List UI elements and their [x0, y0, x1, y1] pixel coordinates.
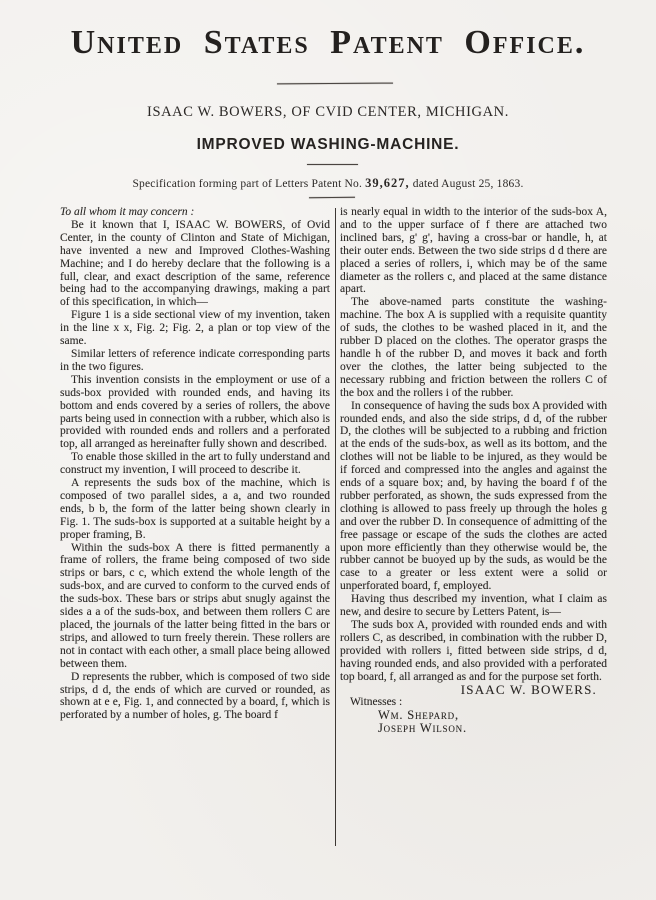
patentee-line: ISAAC W. BOWERS, OF CVID CENTER, MICHIGAN.	[147, 104, 509, 120]
column-divider	[335, 208, 336, 846]
specification-suffix: dated August 25, 1863.	[409, 178, 524, 190]
paragraph: The above-named parts constitute the washing-machine. The box A is supplied with a requisite quantity of suds, the clothes to be washed placed in it, and the rubber D placed on the clothes. The operator grasps the handle h of the rubber D, and moves it back and forth over the clothes, the latter being subjected to the necessary rubbing and friction between the rollers C of the box and the rollers i of the rubber.	[339, 296, 607, 399]
paragraph: The suds box A, provided with rounded ends and with rollers C, as described, in combination with the rubber D, provided with rollers i, fitted between side strips, d d, having rounded ends, and also provided with a perforated top board, f, all arranged as and for the purpose set forth.	[339, 619, 607, 683]
salutation: To all whom it may concern :	[60, 206, 195, 218]
paragraph: Within the suds-box A there is fitted permanently a frame of rollers, the frame being composed of two side strips or bars, c c, which extend the whole length of the suds-box, and are curved to conform to the curved ends of the suds-box. These bars or strips abut snugly against the sides a a of the suds-box, and between them rollers C are placed, the journals of the latter being fitted in the bars or strips, and allowed to turn freely therein. These rollers are not in contact with each other, a small place being allowed between them.	[60, 541, 330, 670]
inventor-signature: ISAAC W. BOWERS.	[460, 681, 597, 697]
two-column-body	[60, 206, 608, 846]
witnesses-label: Witnesses :	[349, 696, 403, 709]
invention-title-divider	[307, 164, 358, 165]
patent-number: 39,627,	[365, 176, 410, 190]
title-divider	[277, 83, 393, 85]
paragraph: Figure 1 is a side sectional view of my invention, taken in the line x x, Fig. 2; Fig. 2, a plan or top view of the same.	[60, 309, 330, 348]
specification-prefix: Specification forming part of Letters Patent No.	[132, 178, 366, 190]
page-title: United States Patent Office.	[70, 24, 586, 61]
paragraph: Having thus described my invention, what I claim as new, and desire to secure by Letters Patent, is—	[339, 593, 607, 619]
paragraph: In consequence of having the suds box A provided with rounded ends, and also the side strips, d d, of the rubber D, the clothes will be subjected to a rubbing and friction at the ends of the suds-box, as well as its bottom, and the clothes will not be liable to be injured, as they would be if forced and compressed into the angles and against the ends of a square box; and, by having the board f of the rubber perforated, as shown, the suds expressed from the clothing is allowed to pass freely up through the holes g and over the rubber D. In consequence of admitting of the free passage or escape of the suds the clothes are acted upon more efficiently than they otherwise would be, the rubber cannot be buoyed up by the suds, as would be the case to a greater or less extent were a solid or unperforated board, f, employed.	[339, 399, 607, 593]
specification-line	[0, 176, 656, 191]
paragraph: Similar letters of reference indicate corresponding parts in the two figures.	[60, 347, 330, 373]
right-column	[340, 206, 607, 846]
paragraph: This invention consists in the employment or use of a suds-box provided with rounded ends, and having its bottom and ends covered by a series of rollers, the above parts being used in connection with a rubber, which also is provided with rounded ends and rollers and a perforated top, all arranged as hereinafter fully shown and described.	[60, 373, 330, 451]
invention-title: IMPROVED WASHING-MACHINE.	[196, 136, 460, 153]
witness-name: Wm. Shepard,	[377, 708, 459, 723]
paragraph: To enable those skilled in the art to fully understand and construct my invention, I will proceed to describe it.	[60, 451, 330, 477]
paragraph: is nearly equal in width to the interior of the suds-box A, and to the upper surface of f there are attached two inclined bars, g' g', having a cross-bar or handle, h, at their outer ends. Between the two side strips d d there are placed a series of rollers, i, which may be of the same diameter as the rollers c, and placed at the same distance apart.	[339, 206, 607, 296]
specification-divider	[309, 197, 355, 198]
paragraph: Be it known that I, ISAAC W. BOWERS, of Ovid Center, in the county of Clinton and State of Michigan, have invented a new and Improved Clothes-Washing Machine; and I do hereby declare that the following is a full, clear, and exact description of the same, reference being had to the accompanying drawings, making a part of this specification, in which—	[60, 218, 330, 309]
paragraph: D represents the rubber, which is composed of two side strips, d d, the ends of which are curved or rounded, as shown at e e, Fig. 1, and connected by a board, f, which is perforated by a number of holes, g. The board f	[60, 670, 330, 722]
witness-name: Joseph Wilson.	[377, 721, 467, 736]
left-column	[60, 206, 330, 846]
paragraph: A represents the suds box of the machine, which is composed of two parallel sides, a a, and two rounded ends, b b, the form of the latter being shown clearly in Fig. 1. The suds-box is supported at a suitable height by a proper framing, B.	[60, 477, 330, 541]
